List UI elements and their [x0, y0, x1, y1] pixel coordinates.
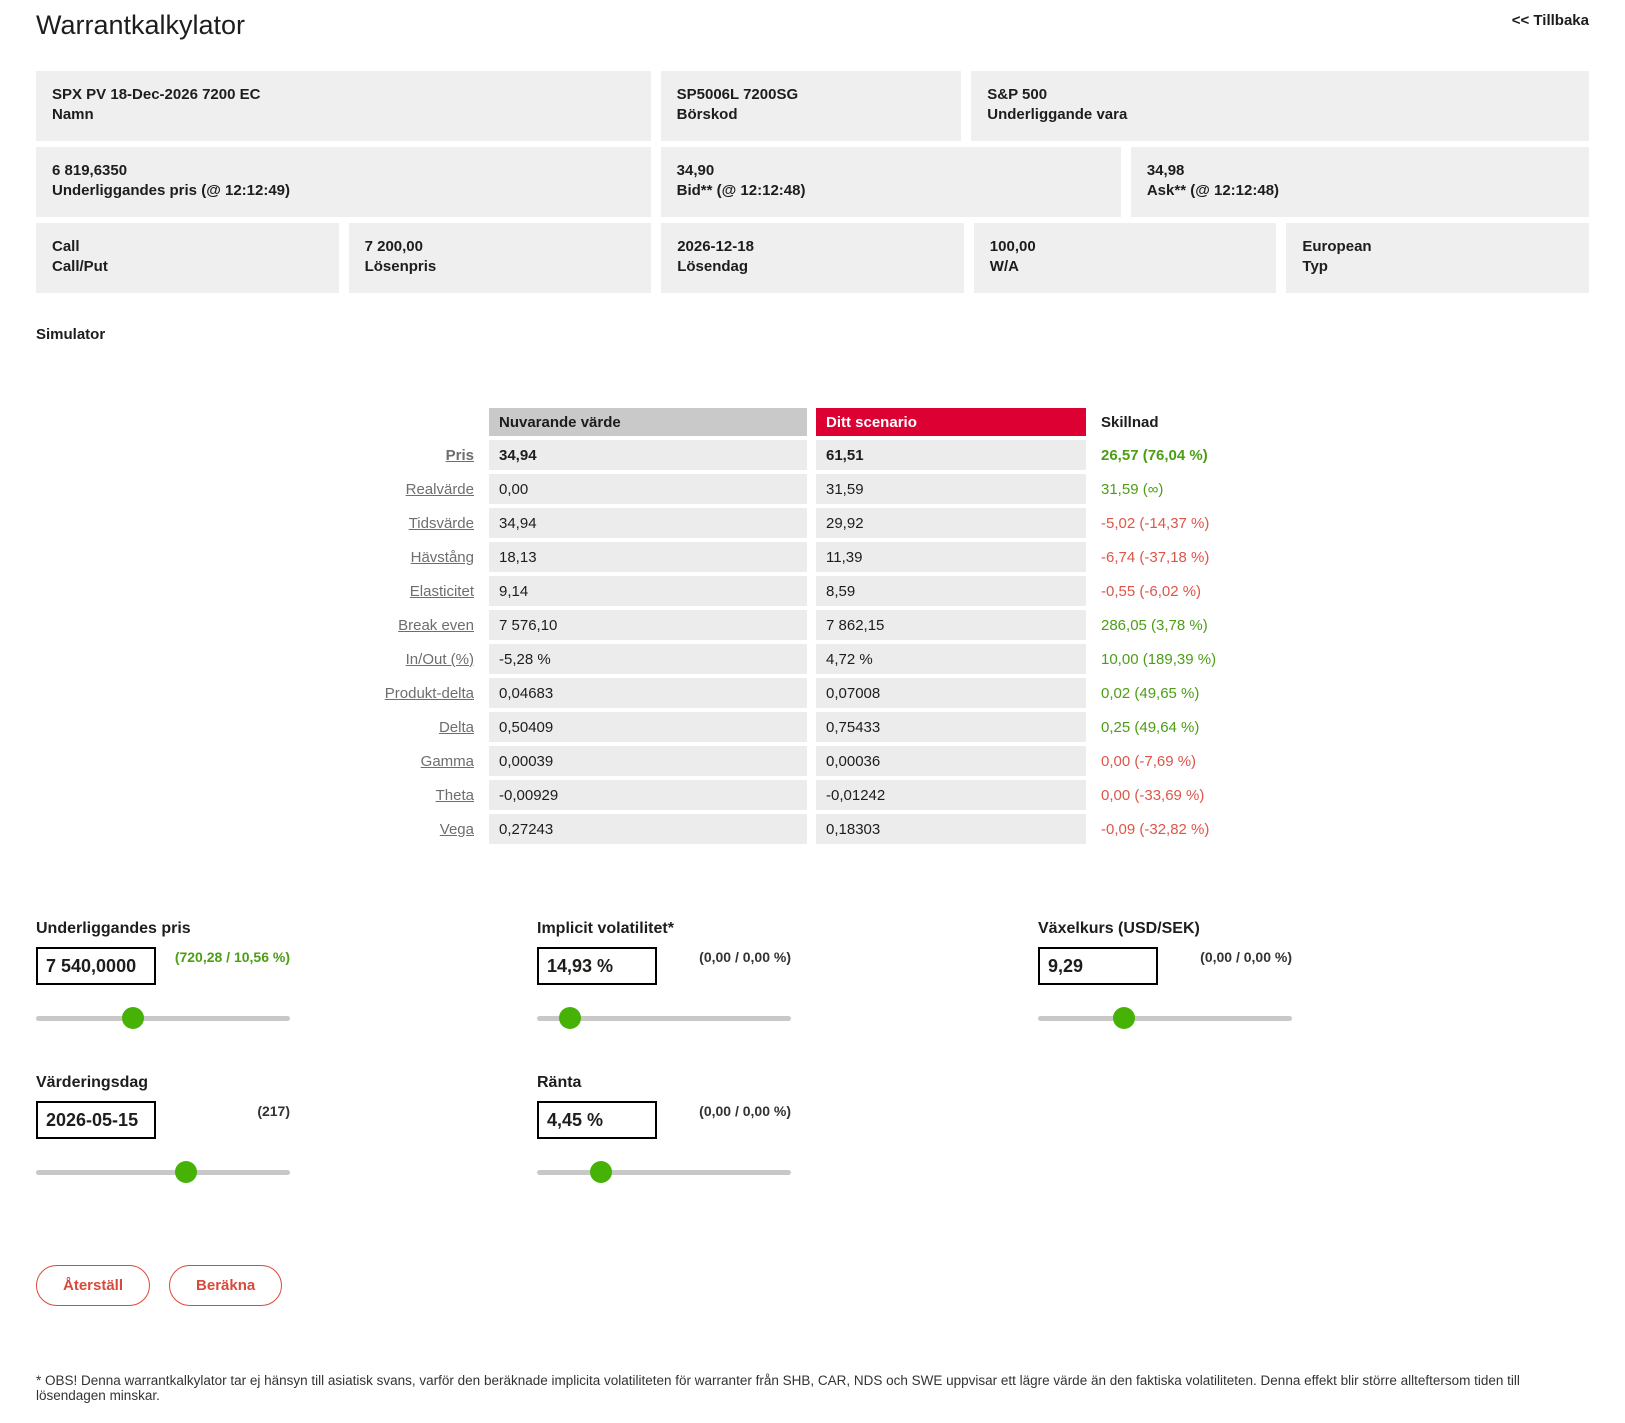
slider-knob[interactable] [1113, 1007, 1135, 1029]
info-box [1286, 223, 1589, 293]
control-interest-rate [537, 1074, 791, 1183]
info-box [661, 223, 964, 293]
current-value-cell: 0,00039 [489, 746, 807, 776]
row-label-link[interactable]: Theta [435, 786, 474, 804]
info-box-value: 7 200,00 [364, 238, 423, 255]
table-row-vega [36, 814, 1589, 844]
info-box-value: SP5006L 7200SG [676, 86, 799, 103]
row-label-link[interactable]: Produkt-delta [384, 684, 474, 702]
info-box-label: Bid** (@ 12:12:48) [676, 182, 806, 200]
column-header-diff: Skillnad [1101, 413, 1159, 431]
scenario-value-cell: 0,18303 [816, 814, 1086, 844]
control-label: Underliggandes pris [36, 920, 191, 937]
diff-value-cell: -0,09 (-32,82 %) [1101, 820, 1210, 838]
row-label-link[interactable]: Pris [445, 446, 474, 464]
scenario-value-cell: 7 862,15 [816, 610, 1086, 640]
diff-value-cell: 286,05 (3,78 %) [1101, 616, 1208, 634]
table-row-delta [36, 712, 1589, 742]
row-label-link[interactable]: Delta [438, 718, 474, 736]
info-box-value: S&P 500 [987, 86, 1048, 103]
table-row-in-out- [36, 644, 1589, 674]
row-label-link[interactable]: Vega [439, 820, 474, 838]
diff-value-cell: 0,00 (-33,69 %) [1101, 786, 1205, 804]
info-box [36, 71, 651, 141]
scenario-value-cell: -0,01242 [816, 780, 1086, 810]
instrument-info-section [36, 71, 1589, 293]
diff-value-cell: -6,74 (-37,18 %) [1101, 548, 1210, 566]
info-box-label: Call/Put [52, 258, 108, 276]
current-value-cell: 0,04683 [489, 678, 807, 708]
info-box [661, 147, 1121, 217]
reset-button[interactable]: Återställ [36, 1265, 150, 1306]
control-label: Värderingsdag [36, 1074, 149, 1091]
control-label: Ränta [537, 1074, 582, 1091]
info-box-value: 100,00 [989, 238, 1036, 255]
simulator-table-header [36, 408, 1589, 436]
interest-rate-input[interactable] [537, 1101, 657, 1139]
page-title: Warrantkalkylator [36, 10, 246, 40]
table-row-elasticitet [36, 576, 1589, 606]
info-box [36, 147, 651, 217]
current-value-cell: 0,00 [489, 474, 807, 504]
valuation-date-input[interactable] [36, 1101, 156, 1139]
info-box-label: Typ [1302, 258, 1328, 276]
diff-value-cell: -0,55 (-6,02 %) [1101, 582, 1202, 600]
diff-value-cell: 26,57 (76,04 %) [1101, 446, 1208, 464]
diff-value-cell: 0,00 (-7,69 %) [1101, 752, 1197, 770]
control-slider[interactable] [1038, 1007, 1292, 1029]
scenario-value-cell: 11,39 [816, 542, 1086, 572]
scenario-value-cell: 0,00036 [816, 746, 1086, 776]
scenario-value-cell: 0,07008 [816, 678, 1086, 708]
diff-value-cell: -5,02 (-14,37 %) [1101, 514, 1210, 532]
info-row-1 [36, 71, 1589, 141]
diff-value-cell: 0,25 (49,64 %) [1101, 718, 1200, 736]
control-change-label: (720,28 / 10,56 %) [174, 949, 290, 965]
info-box [971, 71, 1589, 141]
info-box-value: 2026-12-18 [677, 238, 754, 255]
current-value-cell: 0,27243 [489, 814, 807, 844]
control-label: Växelkurs (USD/SEK) [1038, 920, 1200, 937]
info-box-label: Lösenpris [364, 258, 437, 276]
control-change-label: (217) [257, 1103, 290, 1119]
control-slider[interactable] [537, 1161, 791, 1183]
scenario-value-cell: 8,59 [816, 576, 1086, 606]
slider-track[interactable] [537, 1170, 791, 1175]
scenario-value-cell: 61,51 [816, 440, 1086, 470]
table-row-break-even [36, 610, 1589, 640]
current-value-cell: 18,13 [489, 542, 807, 572]
control-change-label: (0,00 / 0,00 %) [699, 949, 791, 965]
page-header [36, 10, 1589, 41]
control-slider[interactable] [36, 1007, 290, 1029]
info-box [661, 71, 962, 141]
header-spacer [36, 408, 480, 436]
row-label-link[interactable]: In/Out (%) [405, 650, 474, 668]
table-row-tidsv-rde [36, 508, 1589, 538]
table-row-h-vst-ng [36, 542, 1589, 572]
current-value-cell: -5,28 % [489, 644, 807, 674]
info-row-3 [36, 223, 1589, 293]
action-buttons [36, 1265, 1589, 1306]
calculate-button[interactable]: Beräkna [169, 1265, 282, 1306]
row-label-link[interactable]: Hävstång [410, 548, 474, 566]
info-box-value: European [1302, 238, 1372, 255]
slider-knob[interactable] [559, 1007, 581, 1029]
current-value-cell: 34,94 [489, 440, 807, 470]
info-box-label: W/A [989, 258, 1019, 276]
slider-track[interactable] [36, 1016, 290, 1021]
table-row-produkt-delta [36, 678, 1589, 708]
table-row-realv-rde [36, 474, 1589, 504]
diff-value-cell: 10,00 (189,39 %) [1101, 650, 1217, 668]
scenario-controls [36, 920, 1589, 1183]
info-row-2 [36, 147, 1589, 217]
info-box [349, 223, 652, 293]
info-box-value: 34,98 [1146, 162, 1185, 179]
control-valuation-date [36, 1074, 290, 1183]
exchange-rate-input[interactable] [1038, 947, 1158, 985]
row-label-link[interactable]: Gamma [420, 752, 474, 770]
scenario-value-cell: 29,92 [816, 508, 1086, 538]
implied-volatility-input[interactable] [537, 947, 657, 985]
scenario-value-cell: 0,75433 [816, 712, 1086, 742]
control-slider[interactable] [537, 1007, 791, 1029]
info-box [1131, 147, 1589, 217]
simulator-table [36, 408, 1589, 844]
info-box-label: Ask** (@ 12:12:48) [1146, 182, 1280, 200]
info-box-label: Börskod [676, 106, 738, 124]
control-implied-volatility [537, 920, 791, 1029]
scenario-value-cell: 4,72 % [816, 644, 1086, 674]
control-exchange-rate [1038, 920, 1292, 1029]
column-header-scenario: Ditt scenario [816, 408, 1086, 436]
info-box-value: 6 819,6350 [52, 162, 128, 179]
row-label-link[interactable]: Tidsvärde [408, 514, 474, 532]
slider-knob[interactable] [590, 1161, 612, 1183]
current-value-cell: 9,14 [489, 576, 807, 606]
row-label-link[interactable]: Elasticitet [409, 582, 474, 600]
table-row-gamma [36, 746, 1589, 776]
current-value-cell: -0,00929 [489, 780, 807, 810]
underlying-price-input[interactable] [36, 947, 156, 985]
simulator-heading: Simulator [36, 326, 106, 343]
current-value-cell: 0,50409 [489, 712, 807, 742]
table-row-theta [36, 780, 1589, 810]
control-change-label: (0,00 / 0,00 %) [1200, 949, 1292, 965]
info-box-value: 34,90 [676, 162, 715, 179]
current-value-cell: 34,94 [489, 508, 807, 538]
slider-track[interactable] [36, 1170, 290, 1175]
control-underlying-price [36, 920, 290, 1029]
info-box-label: Underliggande vara [987, 106, 1128, 124]
column-header-current: Nuvarande värde [489, 408, 807, 436]
info-box-value: Call [52, 238, 80, 255]
row-label-link[interactable]: Realvärde [405, 480, 474, 498]
info-box-value: SPX PV 18-Dec-2026 7200 EC [52, 86, 261, 103]
row-label-link[interactable]: Break even [398, 616, 474, 634]
scenario-value-cell: 31,59 [816, 474, 1086, 504]
info-box-label: Underliggandes pris (@ 12:12:49) [52, 182, 291, 200]
slider-track[interactable] [1038, 1016, 1292, 1021]
diff-value-cell: 0,02 (49,65 %) [1101, 684, 1200, 702]
control-label: Implicit volatilitet* [537, 920, 674, 937]
back-link[interactable]: << Tillbaka [1511, 12, 1589, 29]
control-slider[interactable] [36, 1161, 290, 1183]
info-box-label: Namn [52, 106, 94, 124]
info-box-label: Lösendag [677, 258, 749, 276]
current-value-cell: 7 576,10 [489, 610, 807, 640]
footnote-text: * OBS! Denna warrantkalkylator tar ej hänsyn till asiatisk svans, varför den beräknade implicita volatiliteten för warranter från SHB, CAR, NDS och SWE uppvisar ett lägre värde än den faktiska volatiliteten. Denna effekt blir större allteftersom tiden till lösendagen minskar. [36, 1373, 1520, 1403]
table-row-pris [36, 440, 1589, 470]
slider-knob[interactable] [122, 1007, 144, 1029]
diff-value-cell: 31,59 (∞) [1101, 480, 1164, 498]
slider-knob[interactable] [175, 1161, 197, 1183]
info-box [974, 223, 1277, 293]
control-change-label: (0,00 / 0,00 %) [699, 1103, 791, 1119]
info-box [36, 223, 339, 293]
